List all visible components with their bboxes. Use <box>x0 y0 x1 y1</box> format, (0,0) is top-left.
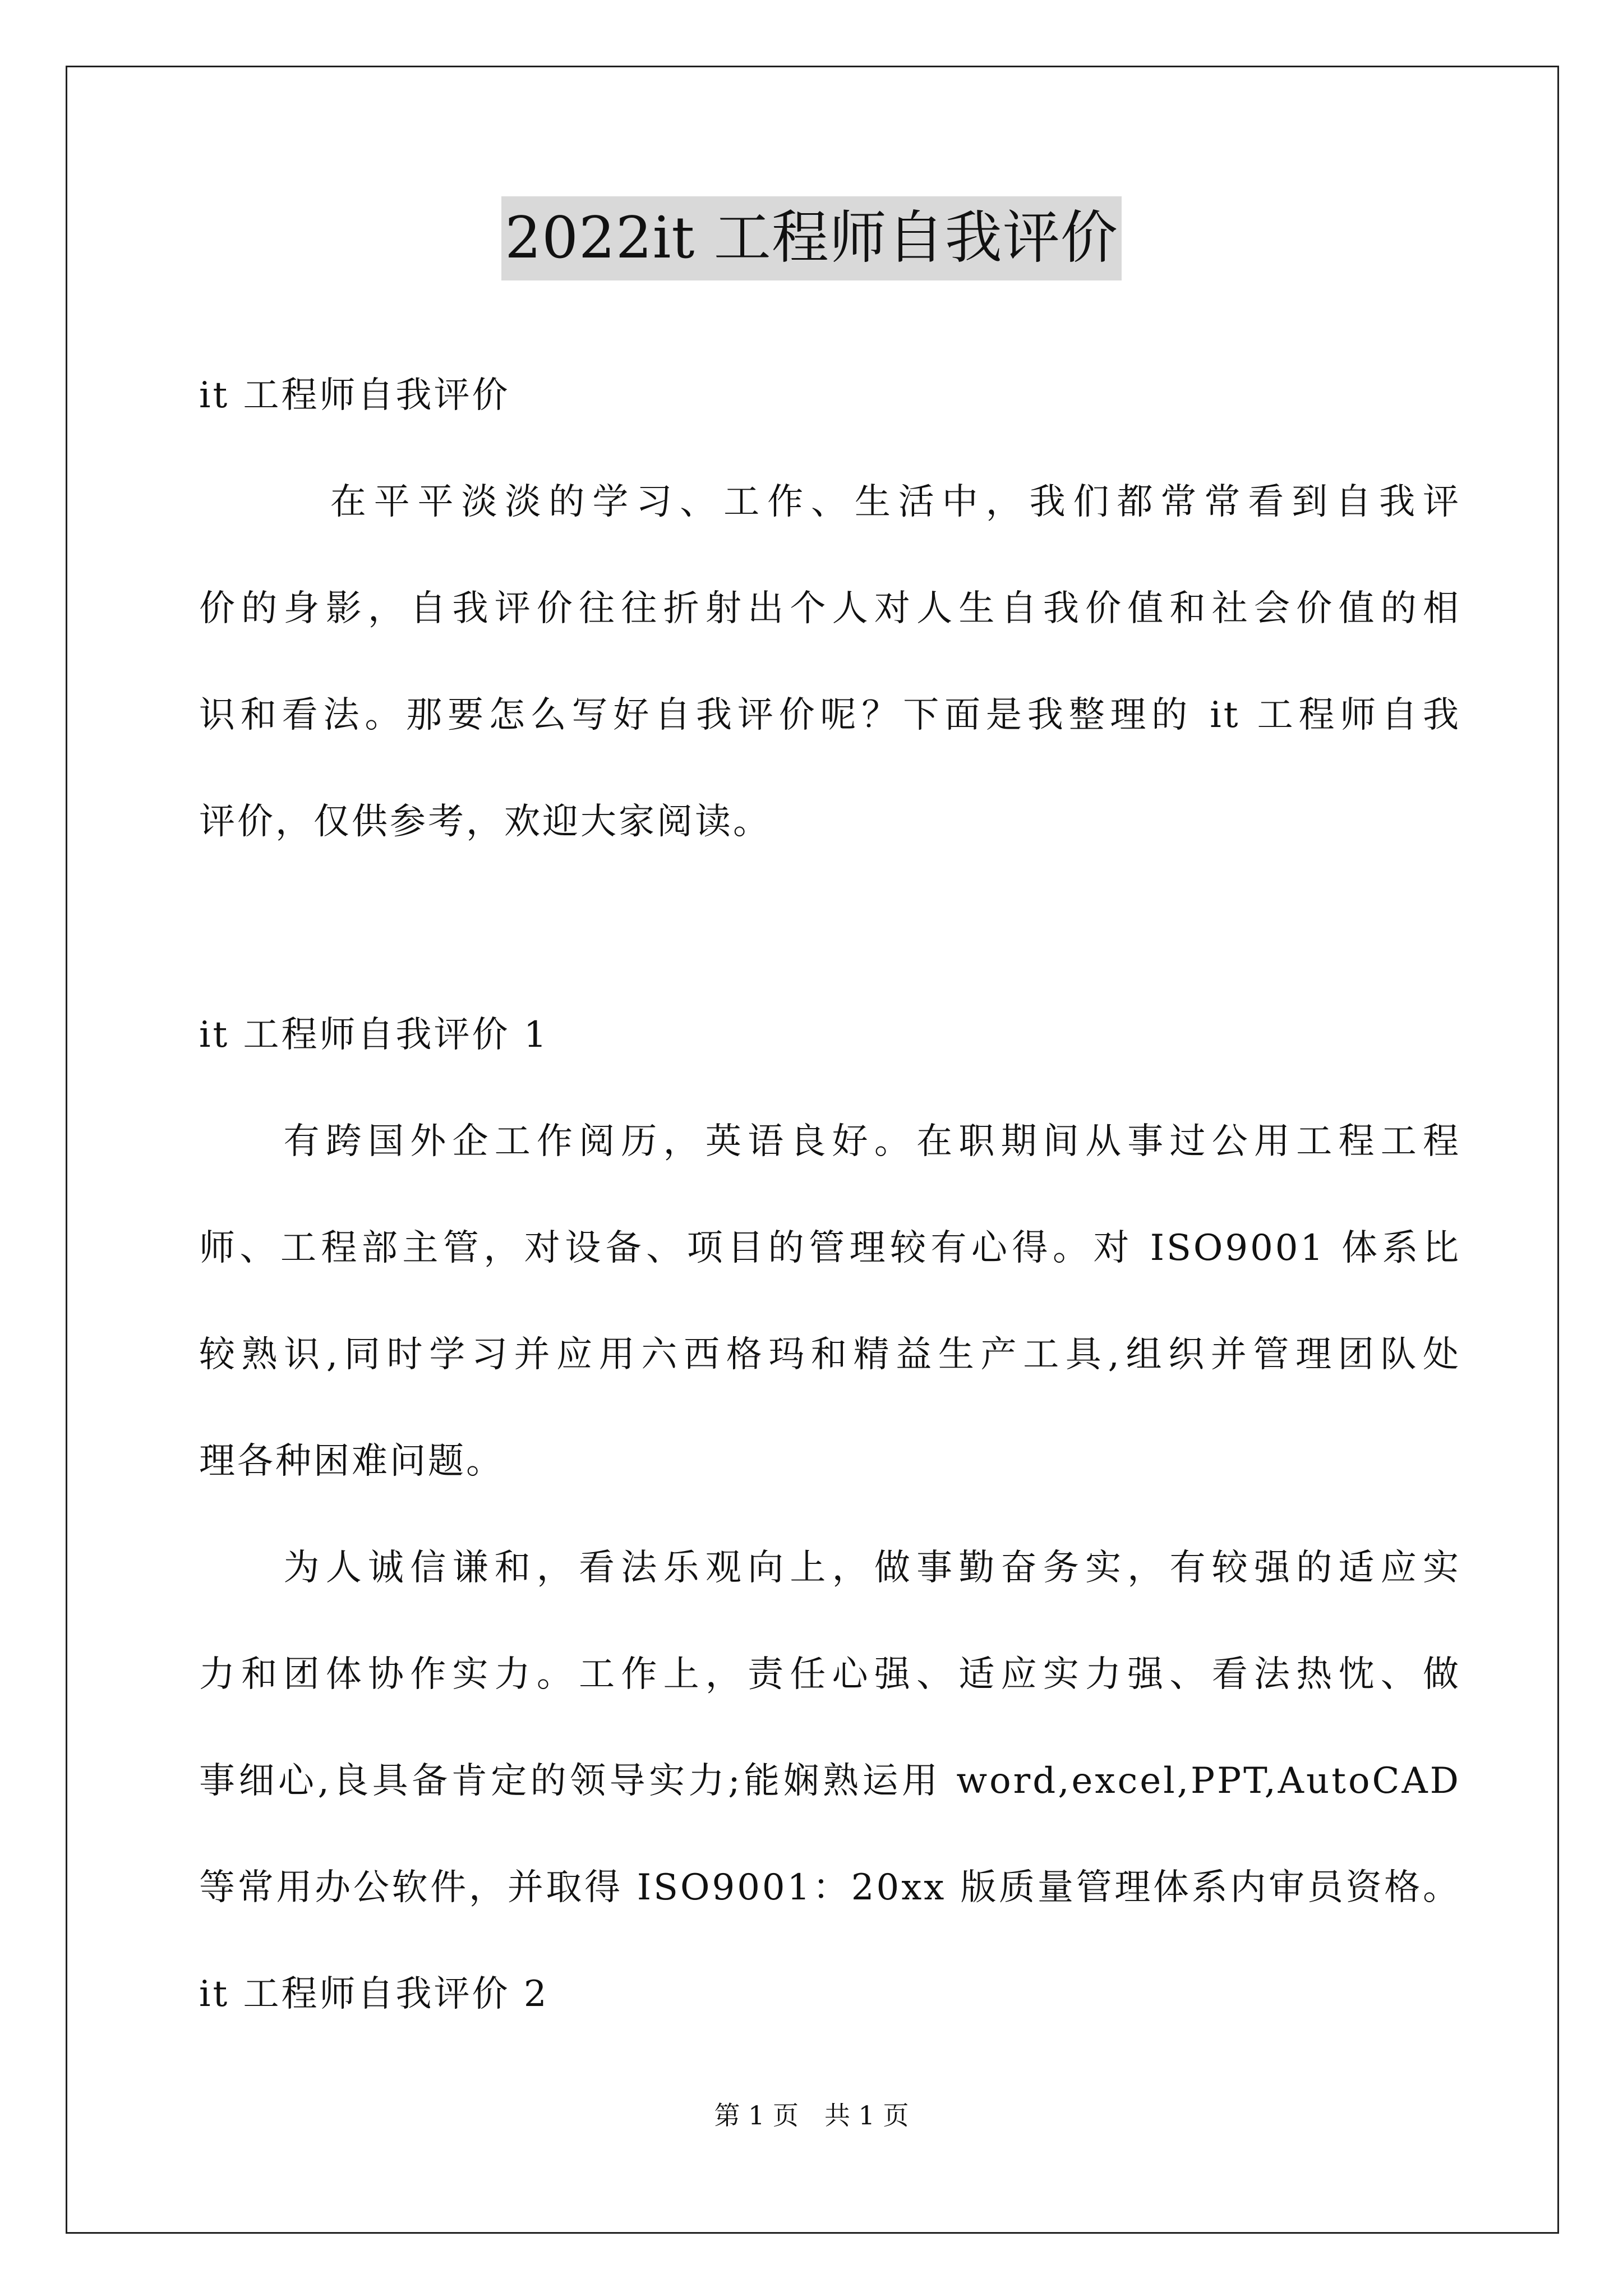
intro-line: 识和看法。那要怎么写好自我评价呢？下面是我整理的 it 工程师自我 <box>199 694 1461 736</box>
paragraph-line: 理各种困难问题。 <box>199 1441 504 1482</box>
paragraph-line: 师、工程部主管，对设备、项目的管理较有心得。对 ISO9001 体系比 <box>199 1227 1461 1269</box>
intro-line: 评价，仅供参考，欢迎大家阅读。 <box>199 801 771 843</box>
page-footer: 第 1 页 共 1 页 <box>714 2100 909 2131</box>
section-heading: it 工程师自我评价 1 <box>199 1014 549 1056</box>
paragraph-line: 较熟识,同时学习并应用六西格玛和精益生产工具,组织并管理团队处 <box>199 1334 1461 1375</box>
paragraph-line: 有跨国外企工作阅历，英语良好。在职期间从事过公用工程工程 <box>199 1121 1461 1162</box>
intro-line: 价的身影，自我评价往往折射出个人对人生自我价值和社会价值的相 <box>199 588 1461 629</box>
paragraph-line: 等常用办公软件，并取得 ISO9001：20xx 版质量管理体系内审员资格。 <box>199 1867 1461 1908</box>
title-container <box>0 196 1623 280</box>
paragraph-line: 力和团体协作实力。工作上，责任心强、适应实力强、看法热忱、做 <box>199 1654 1461 1695</box>
document-body <box>199 342 1461 2047</box>
paragraph-spacer <box>199 875 1461 982</box>
intro-line: 在平平淡淡的学习、工作、生活中，我们都常常看到自我评 <box>199 481 1461 523</box>
paragraph-line: 事细心,良具备肯定的领导实力;能娴熟运用 word,excel,PPT,AutoCAD <box>199 1760 1461 1802</box>
document-title: 2022it 工程师自我评价 <box>501 196 1122 280</box>
subtitle: it 工程师自我评价 <box>199 375 510 416</box>
paragraph-line: 为人诚信谦和，看法乐观向上，做事勤奋务实，有较强的适应实 <box>199 1547 1461 1589</box>
section-heading: it 工程师自我评价 2 <box>199 1973 549 2015</box>
